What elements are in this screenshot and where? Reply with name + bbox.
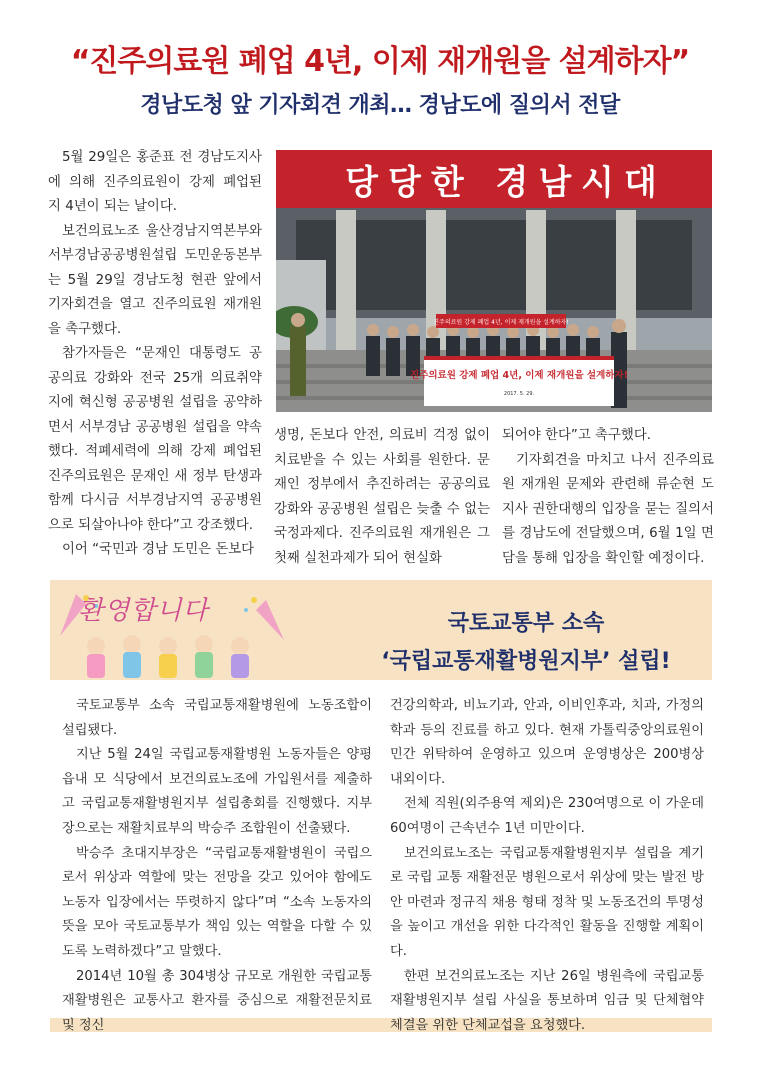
article2-column-1 [62,694,372,1038]
banner-text: 진주의료원 강제 폐업 4년, 이제 재개원을 설계하자! [410,370,628,381]
welcome-text: 환영합니다 [78,596,209,626]
paragraph: 전체 직원(외주용역 제외)은 230여명으로 이 가운데 60여명이 근속년수 1년 미만이다. [390,796,704,836]
article-title: “진주의료원 폐업 4년, 이제 재개원을 설계하자” [70,44,690,79]
article-subtitle: 경남도청 앞 기자회견 개최… 경남도에 질의서 전달 [140,93,620,118]
small-banner-text: 진주의료원 강제 폐업 4년, 이제 재개원을 설계하자! [433,319,569,326]
building-sign-text: 당당한 경남시대 [345,163,667,203]
article2-column-2 [390,694,704,1038]
paragraph: 보건의료노조는 국립교통재활병원지부 설립을 계기로 국립 교통 재활전문 병원으로서 위상에 맞는 발전 방안 마련과 정규직 채용 형태 정착 및 노동조건의 투명성을 높이고 개선을 위한 다각적인 활동을 진행할 계획이다. [390,845,704,959]
paragraph: 지난 5월 24일 국립교통재활병원 노동자들은 양평읍내 모 식당에서 보건의료노조에 가입원서를 제출하고 국립교통재활병원지부 설립총회를 진행했다. 지부장으로는 재활치료부의 박승주 조합원이 선출됐다. [62,747,372,836]
paragraph: 국토교통부 소속 국립교통재활병원에 노동조합이 설립됐다. [62,698,372,738]
paragraph: 보건의료노조 울산경남지역본부와 서부경남공공병원설립 도민운동본부는 5월 29일 경남도청 현관 앞에서 기자회견을 열고 진주의료원 재개원을 촉구했다. [48,223,262,337]
paragraph: 되어야 한다”고 촉구했다. [502,428,652,443]
paragraph: 박승주 초대지부장은 “국립교통재활병원이 국립으로서 위상과 역할에 맞는 전망을 갖고 있어야 함에도 노동자 입장에서는 뚜렷하지 않다”며 “소속 노동자의 뜻을 모아 국토교통부가 책임 있는 역할을 다할 수 있도록 노력하겠다”고 말했다. [62,845,372,959]
banner-date-text: 2017. 5. 29. [503,391,535,397]
article1-column-2 [274,424,490,571]
paragraph: 기자회견을 마치고 나서 진주의료원 재개원 문제와 관련해 류순현 도지사 권한대행의 입장을 묻는 질의서를 경남도에 전달했으며, 6월 1일 면담을 통해 입장을 확인할 예정이다. [502,452,714,566]
paragraph: 이어 “국민과 경남 도민은 돈보다 [62,542,255,557]
article2-title-line-2: ‘국립교통재활병원지부’ 설립! [381,649,671,674]
paragraph: 2014년 10월 총 304병상 규모로 개원한 국립교통재활병원은 교통사고 환자를 중심으로 재활전문치료 및 정신 [62,968,372,1033]
press-conference-photo [276,150,712,412]
paragraph: 생명, 돈보다 안전, 의료비 걱정 없이 치료받을 수 있는 사회를 원한다. 문재인 정부에서 추진하려는 공공의료 강화와 공공병원 설립은 늦출 수 없는 국정과제다. 진주의료원 재개원은 그 첫째 실천과제가 되어 현실화 [274,428,490,566]
article1-column-1 [48,146,262,563]
paragraph: 한편 보건의료노조는 지난 26일 병원측에 국립교통재활병원지부 설립 사실을 통보하며 임금 및 단체협약 체결을 위한 단체교섭을 요청했다. [390,968,704,1033]
article2-title-line-1: 국토교통부 소속 [447,611,605,636]
article1-column-3 [502,424,714,571]
paragraph: 5월 29일은 홍준표 전 경남도지사에 의해 진주의료원이 강제 폐업된 지 4년이 되는 날이다. [48,150,262,214]
paragraph: 참가자들은 “문재인 대통령도 공공의료 강화와 전국 25개 의료취약지에 혁신형 공공병원 설립을 공약하면서 서부경남 공공병원 설립을 약속했다. 적폐세력에 의해 강제 폐업된 진주의료원은 문재인 새 정부 탄생과 함께 다시금 서부경남지역 공공병원으로 되살아나야 한다”고 강조했다. [48,346,262,533]
paragraph: 건강의학과, 비뇨기과, 안과, 이비인후과, 치과, 가정의학과 등의 진료를 하고 있다. 현재 가톨릭중앙의료원이 민간 위탁하여 운영하고 있으며 운영병상은 200병상 내외이다. [390,698,704,787]
